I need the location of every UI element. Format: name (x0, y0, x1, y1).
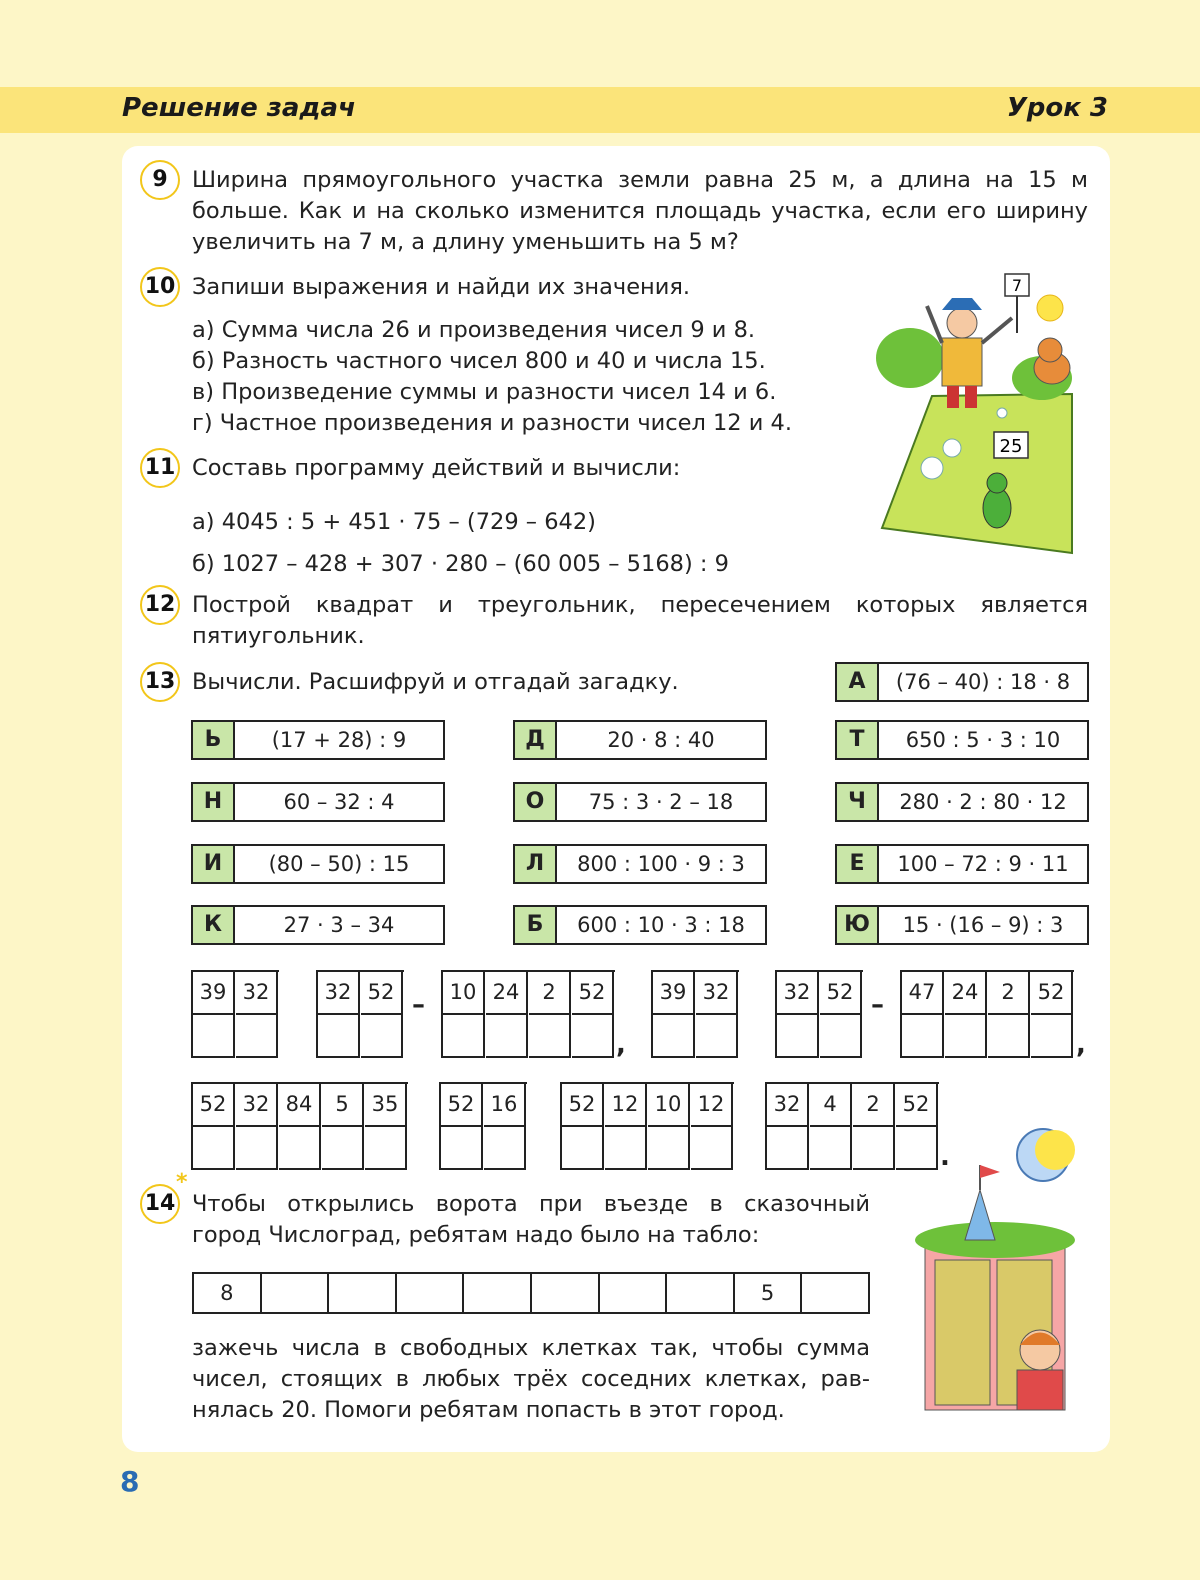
task-number-14: 14 (140, 1184, 180, 1224)
code-cell: 52 (820, 972, 862, 1015)
answer-cell[interactable] (648, 1127, 690, 1170)
field-illustration (872, 268, 1090, 558)
answer-grid (191, 1082, 408, 1170)
boy-head (947, 308, 977, 338)
answer-cell[interactable] (691, 1127, 733, 1170)
cipher-box-n (191, 782, 445, 822)
flower-icon (921, 457, 943, 479)
task-number-10: 10 (140, 267, 180, 307)
cipher-expression: 280 · 2 : 80 · 12 (899, 790, 1067, 814)
answer-grid (191, 970, 279, 1058)
cipher-letter: Ь (193, 722, 235, 758)
flower-icon (997, 408, 1007, 418)
task-11-items (192, 501, 729, 585)
task-number-13: 13 (140, 662, 180, 702)
child-shirt (1017, 1370, 1063, 1410)
cipher-expression: 20 · 8 : 40 (607, 728, 715, 752)
cipher-expression: 650 : 5 · 3 : 10 (905, 728, 1061, 752)
code-cell: 52 (1031, 972, 1073, 1015)
boy-arm (982, 318, 1012, 343)
task-10-items (192, 315, 792, 439)
code-cell: 2 (988, 972, 1030, 1015)
answer-cell[interactable] (767, 1127, 809, 1170)
flag-icon (980, 1165, 1000, 1178)
cipher-expression: 600 : 10 · 3 : 18 (577, 913, 745, 937)
tablo-cell[interactable] (464, 1274, 532, 1312)
task-12-text (192, 590, 1088, 652)
moon-crescent (1035, 1130, 1075, 1170)
answer-cell[interactable] (441, 1127, 483, 1170)
task-14-intro (192, 1189, 870, 1251)
cipher-expression: (17 + 28) : 9 (271, 728, 407, 752)
dog-head (1038, 338, 1062, 362)
tablo-cell[interactable] (600, 1274, 668, 1312)
field-shape (882, 394, 1072, 553)
cipher-box-ch (835, 782, 1089, 822)
boy-leg (947, 386, 959, 408)
code-cell: 52 (441, 1084, 483, 1127)
code-cell: 47 (902, 972, 944, 1015)
task-13-prompt: Вычисли. Расшифруй и отгадай загадку. (192, 669, 679, 695)
answer-cell[interactable] (605, 1127, 647, 1170)
answer-cell[interactable] (902, 1015, 944, 1058)
tablo-cell[interactable] (532, 1274, 600, 1312)
answer-cell[interactable] (653, 1015, 695, 1058)
answer-cell[interactable] (562, 1127, 604, 1170)
code-cell: 52 (361, 972, 403, 1015)
hat-icon (942, 298, 982, 310)
cipher-letter: К (193, 907, 235, 943)
task-number-11: 11 (140, 448, 180, 488)
answer-cell[interactable] (484, 1127, 526, 1170)
field-sign-7-label: 7 (1011, 276, 1023, 295)
comma-separator: , (616, 1030, 626, 1060)
code-cell: 2 (529, 972, 571, 1015)
answer-cell[interactable] (279, 1127, 321, 1170)
answer-grid (775, 970, 863, 1058)
answer-cell[interactable] (529, 1015, 571, 1058)
code-cell: 2 (853, 1084, 895, 1127)
cipher-box-i (191, 844, 445, 884)
task-14-line: город Числоград, ребятам надо было на табло: (192, 1222, 760, 1248)
code-cell: 24 (945, 972, 987, 1015)
code-cell: 39 (653, 972, 695, 1015)
cipher-letter: Б (515, 907, 557, 943)
code-cell: 10 (648, 1084, 690, 1127)
cipher-letter: А (837, 664, 879, 700)
task-11-prompt: Составь программу действий и вычисли: (192, 455, 681, 481)
cipher-letter: Ч (837, 784, 879, 820)
code-cell: 12 (691, 1084, 733, 1127)
answer-cell[interactable] (318, 1015, 360, 1058)
code-cell: 24 (486, 972, 528, 1015)
cipher-box-e (835, 844, 1089, 884)
task-number-9: 9 (140, 160, 180, 200)
boy-body (942, 338, 982, 386)
cipher-expression: 100 – 72 : 9 · 11 (897, 852, 1069, 876)
answer-cell[interactable] (988, 1015, 1030, 1058)
cipher-box-soft-sign (191, 720, 445, 760)
task-14-line: зажечь числа в свободных клетках так, чтобы сумма (192, 1335, 870, 1361)
tablo-cell[interactable] (397, 1274, 465, 1312)
answer-cell[interactable] (443, 1015, 485, 1058)
code-cell: 52 (193, 1084, 235, 1127)
cipher-expression: 60 – 32 : 4 (283, 790, 395, 814)
tower-icon (965, 1190, 995, 1240)
gate-illustration (905, 1120, 1085, 1420)
task-11-item: а) 4045 : 5 + 451 · 75 – (729 – 642) (192, 509, 596, 535)
code-cell: 32 (777, 972, 819, 1015)
tablo-cell[interactable] (802, 1274, 870, 1312)
answer-cell[interactable] (810, 1127, 852, 1170)
cipher-letter: Л (515, 846, 557, 882)
star-icon: * (176, 1170, 188, 1195)
code-cell: 32 (236, 1084, 278, 1127)
task-14-outro (192, 1333, 870, 1426)
cipher-expression: 27 · 3 – 34 (283, 913, 395, 937)
answer-cell[interactable] (945, 1015, 987, 1058)
code-cell: 32 (696, 972, 738, 1015)
dash-separator: – (871, 990, 884, 1020)
answer-grid (560, 1082, 734, 1170)
cipher-letter: Т (837, 722, 879, 758)
gate-door-left (935, 1260, 990, 1405)
task-14-line: нялась 20. Помоги ребятам попасть в этот город. (192, 1397, 785, 1423)
code-cell: 52 (562, 1084, 604, 1127)
flower-icon (943, 439, 961, 457)
code-cell: 12 (605, 1084, 647, 1127)
task-9-text (192, 165, 1088, 258)
task-9-line: больше. Как и на сколько изменится площадь участка, если его ширину (192, 198, 1088, 224)
cipher-box-d (513, 720, 767, 760)
task-10-item: б) Разность частного чисел 800 и 40 и числа 15. (192, 348, 766, 374)
page-number: 8 (120, 1465, 140, 1498)
cipher-box-l (513, 844, 767, 884)
task-9-line: увеличить на 7 м, а длину уменьшить на 5 м? (192, 229, 739, 255)
cipher-box-b (513, 905, 767, 945)
section-title: Решение задач (122, 93, 356, 123)
answer-cell[interactable] (236, 1015, 278, 1058)
answer-cell[interactable] (365, 1127, 407, 1170)
cipher-expression: 15 · (16 – 9) : 3 (902, 913, 1064, 937)
task-9-line: Ширина прямоугольного участка земли равна 25 м, а длина на 15 м (192, 167, 1088, 193)
cipher-expression: (76 – 40) : 18 · 8 (895, 670, 1071, 694)
answer-cell[interactable] (853, 1127, 895, 1170)
tablo-board (192, 1272, 870, 1314)
answer-grid (900, 970, 1074, 1058)
lesson-label: Урок 3 (1006, 93, 1108, 123)
code-cell: 32 (318, 972, 360, 1015)
answer-cell[interactable] (696, 1015, 738, 1058)
code-cell: 10 (443, 972, 485, 1015)
answer-cell[interactable] (193, 1127, 235, 1170)
code-cell: 16 (484, 1084, 526, 1127)
header-band (0, 87, 1200, 133)
tablo-cell[interactable] (667, 1274, 735, 1312)
code-cell: 39 (193, 972, 235, 1015)
tablo-cell[interactable] (329, 1274, 397, 1312)
cipher-expression: (80 – 50) : 15 (268, 852, 410, 876)
task-number-12: 12 (140, 585, 180, 625)
answer-cell[interactable] (236, 1127, 278, 1170)
cipher-letter: И (193, 846, 235, 882)
task-11-item: б) 1027 – 428 + 307 · 280 – (60 005 – 5168) : 9 (192, 551, 729, 577)
tablo-cell[interactable] (262, 1274, 330, 1312)
answer-cell[interactable] (820, 1015, 862, 1058)
task-12-line: Построй квадрат и треугольник, пересечением которых является (192, 592, 1088, 618)
cipher-box-yu (835, 905, 1089, 945)
task-14-line: чисел, стоящих в любых трёх соседних клетках, рав- (192, 1366, 870, 1392)
cipher-box-o (513, 782, 767, 822)
cipher-letter: О (515, 784, 557, 820)
answer-cell[interactable] (361, 1015, 403, 1058)
answer-grid (441, 970, 615, 1058)
parrot-head (987, 473, 1007, 493)
task-10-item: г) Частное произведения и разности чисел 12 и 4. (192, 410, 793, 436)
code-cell: 35 (365, 1084, 407, 1127)
bush-icon (876, 328, 944, 388)
answer-cell[interactable] (193, 1015, 235, 1058)
code-cell: 84 (279, 1084, 321, 1127)
parrot-icon (983, 488, 1011, 528)
cipher-letter: Д (515, 722, 557, 758)
task-10-item: в) Произведение суммы и разности чисел 14 и 6. (192, 379, 777, 405)
comma-separator: , (1076, 1030, 1086, 1060)
task-12-line: пятиугольник. (192, 623, 365, 649)
answer-cell[interactable] (572, 1015, 614, 1058)
code-cell: 5 (322, 1084, 364, 1127)
cipher-box-k (191, 905, 445, 945)
task-10-item: а) Сумма числа 26 и произведения чисел 9 и 8. (192, 317, 756, 343)
code-cell: 52 (572, 972, 614, 1015)
boy-leg (965, 386, 977, 408)
answer-grid (439, 1082, 527, 1170)
sun-icon (1037, 295, 1063, 321)
cipher-box-a (835, 662, 1089, 702)
cipher-expression: 75 : 3 · 2 – 18 (588, 790, 734, 814)
cipher-letter: Ю (837, 907, 879, 943)
task-14-line: Чтобы открылись ворота при въезде в сказочный (192, 1191, 870, 1217)
answer-cell[interactable] (777, 1015, 819, 1058)
answer-cell[interactable] (322, 1127, 364, 1170)
code-cell: 52 (896, 1084, 938, 1127)
dash-separator: – (412, 990, 425, 1020)
cipher-letter: Е (837, 846, 879, 882)
period-separator: . (940, 1142, 950, 1172)
tablo-cell: 8 (194, 1274, 262, 1312)
cipher-box-t (835, 720, 1089, 760)
answer-grid (316, 970, 404, 1058)
tablo-cell: 5 (735, 1274, 803, 1312)
task-10-prompt: Запиши выражения и найди их значения. (192, 274, 691, 300)
code-cell: 32 (236, 972, 278, 1015)
code-cell: 32 (767, 1084, 809, 1127)
field-sign-25-label: 25 (999, 436, 1023, 457)
cipher-expression: 800 : 100 · 9 : 3 (577, 852, 745, 876)
answer-cell[interactable] (486, 1015, 528, 1058)
code-cell: 4 (810, 1084, 852, 1127)
answer-cell[interactable] (1031, 1015, 1073, 1058)
cipher-letter: Н (193, 784, 235, 820)
answer-grid (651, 970, 739, 1058)
